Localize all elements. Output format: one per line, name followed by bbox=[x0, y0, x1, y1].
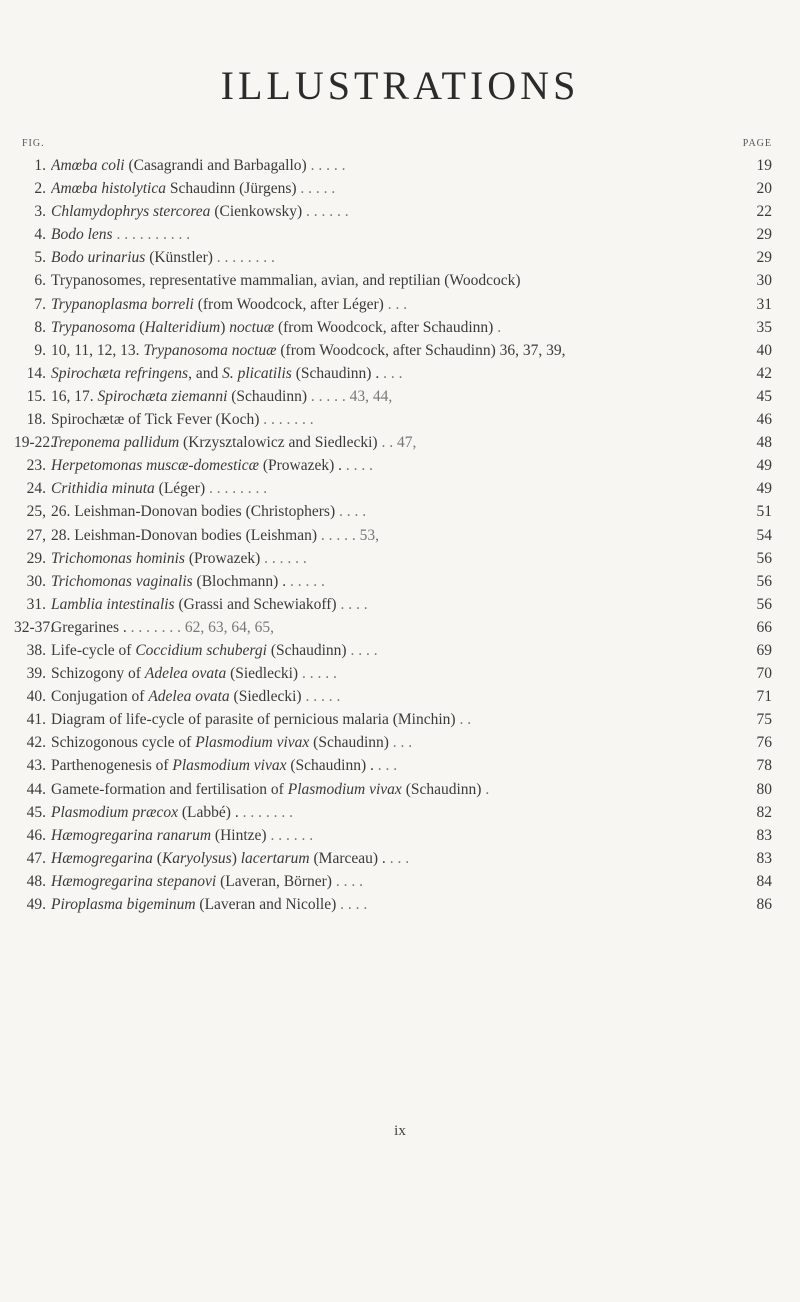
leader-dots: . . . . . . . . bbox=[216, 249, 275, 267]
page-ref: 31 bbox=[756, 295, 772, 313]
figure-number: 43. bbox=[26, 757, 46, 775]
list-item bbox=[0, 293, 800, 316]
leader-dots: . . . . bbox=[335, 872, 363, 890]
page-ref: 40 bbox=[756, 341, 772, 359]
list-item bbox=[0, 339, 800, 362]
page-ref: 83 bbox=[756, 826, 772, 844]
figure-number: 44. bbox=[26, 780, 46, 798]
page-ref: 75 bbox=[756, 711, 772, 729]
leader-dots: . bbox=[497, 318, 502, 336]
list-item bbox=[0, 177, 800, 200]
page-column-header: PAGE bbox=[742, 138, 772, 149]
list-item bbox=[0, 731, 800, 754]
leader-dots: . . . bbox=[392, 734, 413, 752]
caption-text: Herpetomonas muscæ-domesticæ (Prowazek) . bbox=[51, 457, 343, 475]
page-ref: 66 bbox=[756, 618, 772, 636]
caption-text: Lamblia intestinalis (Grassi and Schewiakoff) bbox=[51, 595, 337, 613]
caption-text: 26. Leishman-Donovan bodies (Christophers) bbox=[51, 503, 336, 521]
figure-caption bbox=[51, 893, 730, 916]
list-item bbox=[0, 870, 800, 893]
caption-text: Crithidia minuta (Léger) bbox=[51, 480, 206, 498]
figure-caption bbox=[51, 662, 730, 685]
list-item bbox=[0, 316, 800, 339]
page-ref: 80 bbox=[756, 780, 772, 798]
figure-number: 19-22. bbox=[14, 434, 55, 452]
caption-text: Trypanosomes, representative mammalian, avian, and reptilian (Woodcock) bbox=[51, 272, 521, 290]
page-ref: 69 bbox=[756, 641, 772, 659]
list-item bbox=[0, 500, 800, 523]
page-ref: 48 bbox=[756, 434, 772, 452]
page-ref: 49 bbox=[756, 457, 772, 475]
page-ref: 42 bbox=[756, 364, 772, 382]
caption-text: Spirochætæ of Tick Fever (Koch) bbox=[51, 411, 260, 429]
figure-number: 5. bbox=[34, 249, 46, 267]
figure-number: 8. bbox=[34, 318, 46, 336]
figure-caption bbox=[51, 431, 730, 454]
caption-text: Schizogonous cycle of Plasmodium vivax (Schaudinn) bbox=[51, 734, 389, 752]
figure-caption bbox=[51, 385, 730, 408]
figure-caption bbox=[51, 200, 730, 223]
list-item bbox=[0, 593, 800, 616]
figure-caption bbox=[51, 824, 730, 847]
figure-number: 6. bbox=[34, 272, 46, 290]
caption-text: Spirochæta refringens, and S. plicatilis (Schaudinn) . bbox=[51, 364, 380, 382]
figure-number: 42. bbox=[26, 734, 46, 752]
figure-number: 48. bbox=[26, 872, 46, 890]
figure-caption bbox=[51, 177, 730, 200]
figure-caption bbox=[51, 477, 730, 500]
figure-caption bbox=[51, 778, 730, 801]
page-ref: 49 bbox=[756, 480, 772, 498]
figure-caption bbox=[51, 500, 730, 523]
leader-dots: . . . . . . . 62, 63, 64, 65, bbox=[130, 618, 274, 636]
leader-dots: . . . . bbox=[340, 896, 368, 913]
figure-caption bbox=[51, 754, 730, 777]
figure-number: 41. bbox=[26, 711, 46, 729]
figure-number: 49. bbox=[26, 896, 46, 913]
list-item bbox=[0, 616, 800, 639]
figure-number: 39. bbox=[26, 665, 46, 683]
caption-text: Plasmodium præcox (Labbé) . bbox=[51, 803, 239, 821]
leader-dots: . . bbox=[459, 711, 472, 729]
figure-number: 29. bbox=[26, 549, 46, 567]
page-ref: 45 bbox=[756, 387, 772, 405]
figure-caption bbox=[51, 847, 730, 870]
page-ref: 20 bbox=[756, 180, 772, 198]
caption-text: Hæmogregarina (Karyolysus) lacertarum (Marceau) . bbox=[51, 849, 386, 867]
figure-caption bbox=[51, 269, 730, 292]
caption-text: Bodo urinarius (Künstler) bbox=[51, 249, 213, 267]
list-item bbox=[0, 754, 800, 777]
list-item bbox=[0, 385, 800, 408]
caption-text: Parthenogenesis of Plasmodium vivax (Schaudinn) . bbox=[51, 757, 374, 775]
figure-caption bbox=[51, 708, 730, 731]
page-ref: 35 bbox=[756, 318, 772, 336]
caption-text: Schizogony of Adelea ovata (Siedlecki) bbox=[51, 665, 299, 683]
caption-text: Life-cycle of Coccidium schubergi (Schaudinn) bbox=[51, 641, 347, 659]
figure-caption bbox=[51, 547, 730, 570]
leader-dots: . . 47, bbox=[381, 434, 417, 452]
caption-text: Piroplasma bigeminum (Laveran and Nicolle) bbox=[51, 896, 337, 913]
figure-caption bbox=[51, 154, 730, 177]
list-item bbox=[0, 154, 800, 177]
figure-caption bbox=[51, 316, 730, 339]
list-item bbox=[0, 547, 800, 570]
figure-number: 46. bbox=[26, 826, 46, 844]
figure-caption bbox=[51, 339, 730, 362]
list-item bbox=[0, 801, 800, 824]
page-title: ILLUSTRATIONS bbox=[220, 63, 580, 108]
list-item bbox=[0, 269, 800, 292]
figure-number: 24. bbox=[26, 480, 46, 498]
page-ref: 70 bbox=[756, 665, 772, 683]
figure-number: 40. bbox=[26, 688, 46, 706]
page-ref: 22 bbox=[756, 203, 772, 221]
leader-dots: . . . . . . . bbox=[242, 803, 293, 821]
leader-dots: . . . . . bbox=[300, 180, 336, 198]
page-ref: 56 bbox=[756, 572, 772, 590]
figure-number: 23. bbox=[26, 457, 46, 475]
caption-text: Amœba histolytica Schaudinn (Jürgens) bbox=[51, 180, 297, 198]
page-ref: 46 bbox=[756, 411, 772, 429]
figure-caption bbox=[51, 223, 730, 246]
figure-number: 18. bbox=[26, 411, 46, 429]
leader-dots: . . . bbox=[377, 757, 398, 775]
figure-caption bbox=[51, 616, 730, 639]
page-ref: 76 bbox=[756, 734, 772, 752]
caption-text: Gregarines . bbox=[51, 618, 127, 636]
caption-text: Treponema pallidum (Krzysztalowicz and Siedlecki) bbox=[51, 434, 378, 452]
leader-dots: . . . . . bbox=[305, 688, 341, 706]
caption-text: Diagram of life-cycle of parasite of pernicious malaria (Minchin) bbox=[51, 711, 456, 729]
figure-number: 30. bbox=[26, 572, 46, 590]
list-item bbox=[0, 200, 800, 223]
caption-text: Trypanosoma (Halteridium) noctuæ (from Woodcock, after Schaudinn) bbox=[51, 318, 494, 336]
leader-dots: . . . bbox=[383, 364, 403, 382]
page-ref: 30 bbox=[756, 272, 772, 290]
caption-text: Gamete-formation and fertilisation of Plasmodium vivax (Schaudinn) bbox=[51, 780, 482, 798]
figure-caption bbox=[51, 362, 730, 385]
leader-dots: . . . . . . . . . . bbox=[116, 226, 191, 244]
caption-text: Amœba coli (Casagrandi and Barbagallo) bbox=[51, 157, 307, 174]
list-item bbox=[0, 685, 800, 708]
leader-dots: . . . . . bbox=[289, 572, 325, 590]
leader-dots: . . . . . . . . bbox=[209, 480, 268, 498]
list-item bbox=[0, 477, 800, 500]
figure-caption bbox=[51, 639, 730, 662]
leader-dots: . . . . . . bbox=[264, 549, 307, 567]
caption-text: Chlamydophrys stercorea (Cienkowsky) bbox=[51, 203, 303, 221]
list-item bbox=[0, 570, 800, 593]
figure-caption bbox=[51, 801, 730, 824]
leader-dots: . . . . . . bbox=[306, 203, 349, 221]
caption-text: Bodo lens bbox=[51, 226, 113, 244]
figure-number: 45. bbox=[26, 803, 46, 821]
list-item bbox=[0, 362, 800, 385]
caption-text: Hæmogregarina stepanovi (Laveran, Börner) bbox=[51, 872, 332, 890]
figure-caption bbox=[51, 731, 730, 754]
figure-caption bbox=[51, 870, 730, 893]
leader-dots: . . . . . bbox=[310, 157, 346, 174]
page-ref: 56 bbox=[756, 595, 772, 613]
caption-text: 28. Leishman-Donovan bodies (Leishman) bbox=[51, 526, 318, 544]
figure-caption bbox=[51, 408, 730, 431]
figure-caption bbox=[51, 454, 730, 477]
leader-dots: . . . . . 53, bbox=[320, 526, 380, 544]
figure-caption bbox=[51, 246, 730, 269]
figure-number: 31. bbox=[26, 595, 46, 613]
page-ref: 56 bbox=[756, 549, 772, 567]
caption-text: Hæmogregarina ranarum (Hintze) bbox=[51, 826, 267, 844]
list-item bbox=[0, 662, 800, 685]
page-ref: 71 bbox=[756, 688, 772, 706]
list-item bbox=[0, 847, 800, 870]
figure-number: 7. bbox=[34, 295, 46, 313]
list-item bbox=[0, 639, 800, 662]
caption-text: Trichomonas hominis (Prowazek) bbox=[51, 549, 261, 567]
leader-dots: . . . bbox=[389, 849, 410, 867]
figure-caption bbox=[51, 293, 730, 316]
figure-number: 38. bbox=[26, 641, 46, 659]
leader-dots: . bbox=[485, 780, 490, 798]
figure-number: 3. bbox=[34, 203, 46, 221]
figure-number: 9. bbox=[34, 341, 46, 359]
list-item bbox=[0, 893, 800, 916]
figure-number: 4. bbox=[34, 226, 46, 244]
list-item bbox=[0, 454, 800, 477]
leader-dots: . . . . bbox=[339, 503, 367, 521]
caption-text: Conjugation of Adelea ovata (Siedlecki) bbox=[51, 688, 302, 706]
leader-dots: . . . . bbox=[340, 595, 368, 613]
leader-dots: . . . . . . bbox=[270, 826, 314, 844]
page-ref: 84 bbox=[756, 872, 772, 890]
figure-number: 32-37. bbox=[14, 618, 55, 636]
figure-number: 2. bbox=[34, 180, 46, 198]
caption-text: 16, 17. Spirochæta ziemanni (Schaudinn) bbox=[51, 387, 308, 405]
figure-number: 27, bbox=[26, 526, 46, 544]
page-ref: 78 bbox=[756, 757, 772, 775]
list-item bbox=[0, 223, 800, 246]
figure-number: 15. bbox=[26, 387, 46, 405]
page-ref: 54 bbox=[756, 526, 772, 544]
list-item bbox=[0, 408, 800, 431]
page-ref: 29 bbox=[756, 226, 772, 244]
figure-caption bbox=[51, 524, 730, 547]
caption-text: Trypanoplasma borreli (from Woodcock, after Léger) bbox=[51, 295, 384, 313]
fig-column-header: FIG. bbox=[22, 138, 45, 149]
page-ref: 51 bbox=[756, 503, 772, 521]
figure-number: 25, bbox=[26, 503, 46, 521]
page-ref: 82 bbox=[756, 803, 772, 821]
figure-caption bbox=[51, 593, 730, 616]
figure-number: 14. bbox=[26, 364, 46, 382]
leader-dots: . . . . bbox=[350, 641, 378, 659]
leader-dots: . . . . . 43, 44, bbox=[310, 387, 393, 405]
list-item bbox=[0, 524, 800, 547]
page-ref: 83 bbox=[756, 849, 772, 867]
figure-number: 47. bbox=[26, 849, 46, 867]
page-ref: 29 bbox=[756, 249, 772, 267]
leader-dots: . . . . . bbox=[301, 665, 337, 683]
list-item bbox=[0, 778, 800, 801]
list-item bbox=[0, 246, 800, 269]
figure-caption bbox=[51, 570, 730, 593]
leader-dots: . . . bbox=[387, 295, 408, 313]
page-ref: 86 bbox=[756, 896, 772, 913]
leader-dots: . . . . bbox=[345, 457, 374, 475]
illustrations-list bbox=[0, 154, 800, 916]
list-item bbox=[0, 824, 800, 847]
figure-caption bbox=[51, 685, 730, 708]
caption-text: 10, 11, 12, 13. Trypanosoma noctuæ (from Woodcock, after Schaudinn) 36, 37, 39, bbox=[51, 341, 566, 359]
page-ref: 19 bbox=[756, 157, 772, 174]
list-item bbox=[0, 431, 800, 454]
figure-number: 1. bbox=[34, 157, 46, 174]
caption-text: Trichomonas vaginalis (Blochmann) . bbox=[51, 572, 287, 590]
leader-dots: . . . . . . . bbox=[263, 411, 314, 429]
page-number: ix bbox=[394, 1123, 406, 1139]
list-item bbox=[0, 708, 800, 731]
